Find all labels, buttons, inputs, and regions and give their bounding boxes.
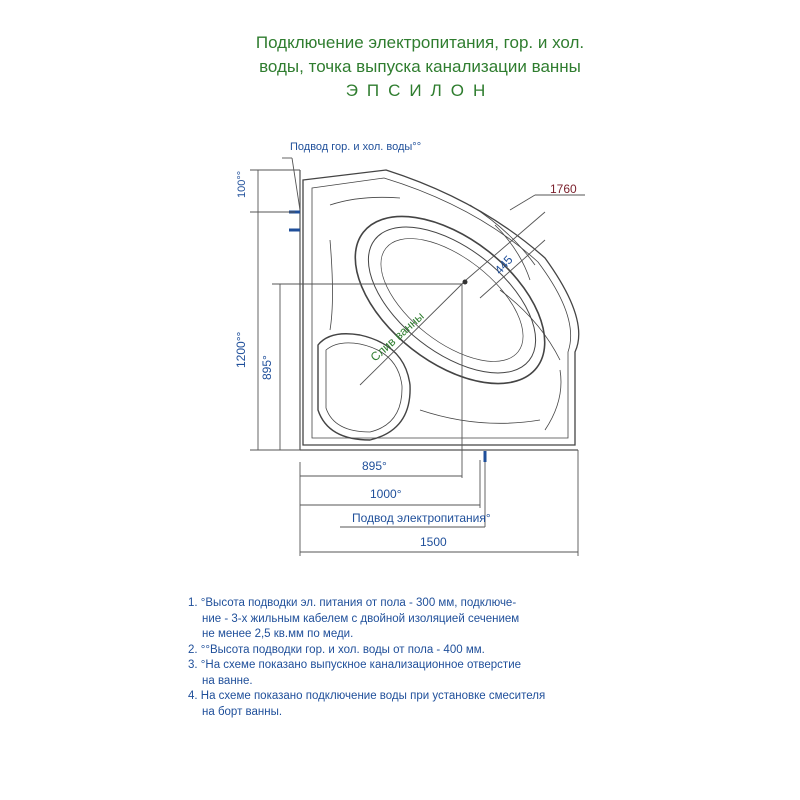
dim-1200-label: 1200°° (234, 331, 248, 368)
dim-100-label: 100°° (236, 170, 248, 198)
title-line-2: воды, точка выпуска канализации ванны (259, 57, 581, 76)
title-line-1: Подключение электропитания, гор. и хол. (255, 33, 585, 52)
note-line: 1. °Высота подводки эл. питания от пола - 300 мм, подключе- (188, 597, 517, 609)
drain-label: Слив ванны (367, 309, 427, 365)
note-line: на борт ванны. (202, 705, 283, 718)
water-supply-label: Подвод гор. и хол. воды°° (290, 141, 422, 153)
bath-body (303, 170, 579, 445)
bath-outer-rim (303, 170, 579, 445)
title-model-name: ЭПСИЛОН (345, 81, 495, 100)
installation-notes (188, 596, 708, 720)
dim-1000-label: 1000° (370, 487, 402, 501)
dim-1500-label: 1500 (420, 535, 447, 549)
note-line: ние - 3-х жильным кабелем с двойной изоляцией сечением (202, 612, 520, 625)
bath-inner-rim (312, 178, 571, 438)
dim-895-vertical-label: 895° (260, 355, 274, 380)
note-line: 4. На схеме показано подключение воды при установке смесителя (188, 690, 546, 702)
water-supply-marks (289, 212, 300, 230)
power-supply-label: Подвод электропитания° (352, 511, 491, 525)
note-line: 3. °На схеме показано выпускное канализационное отверстие (188, 659, 522, 671)
dim-895-horizontal-label: 895° (362, 459, 387, 473)
dim-1760-label: 1760 (550, 182, 577, 196)
dim-445-label: 445 (491, 252, 516, 278)
drain-point (463, 280, 468, 285)
note-line: на ванне. (202, 674, 253, 687)
note-line: не менее 2,5 кв.мм по меди. (202, 628, 354, 640)
note-line: 2. °°Высота подводки гор. и хол. воды от пола - 400 мм. (188, 643, 485, 656)
